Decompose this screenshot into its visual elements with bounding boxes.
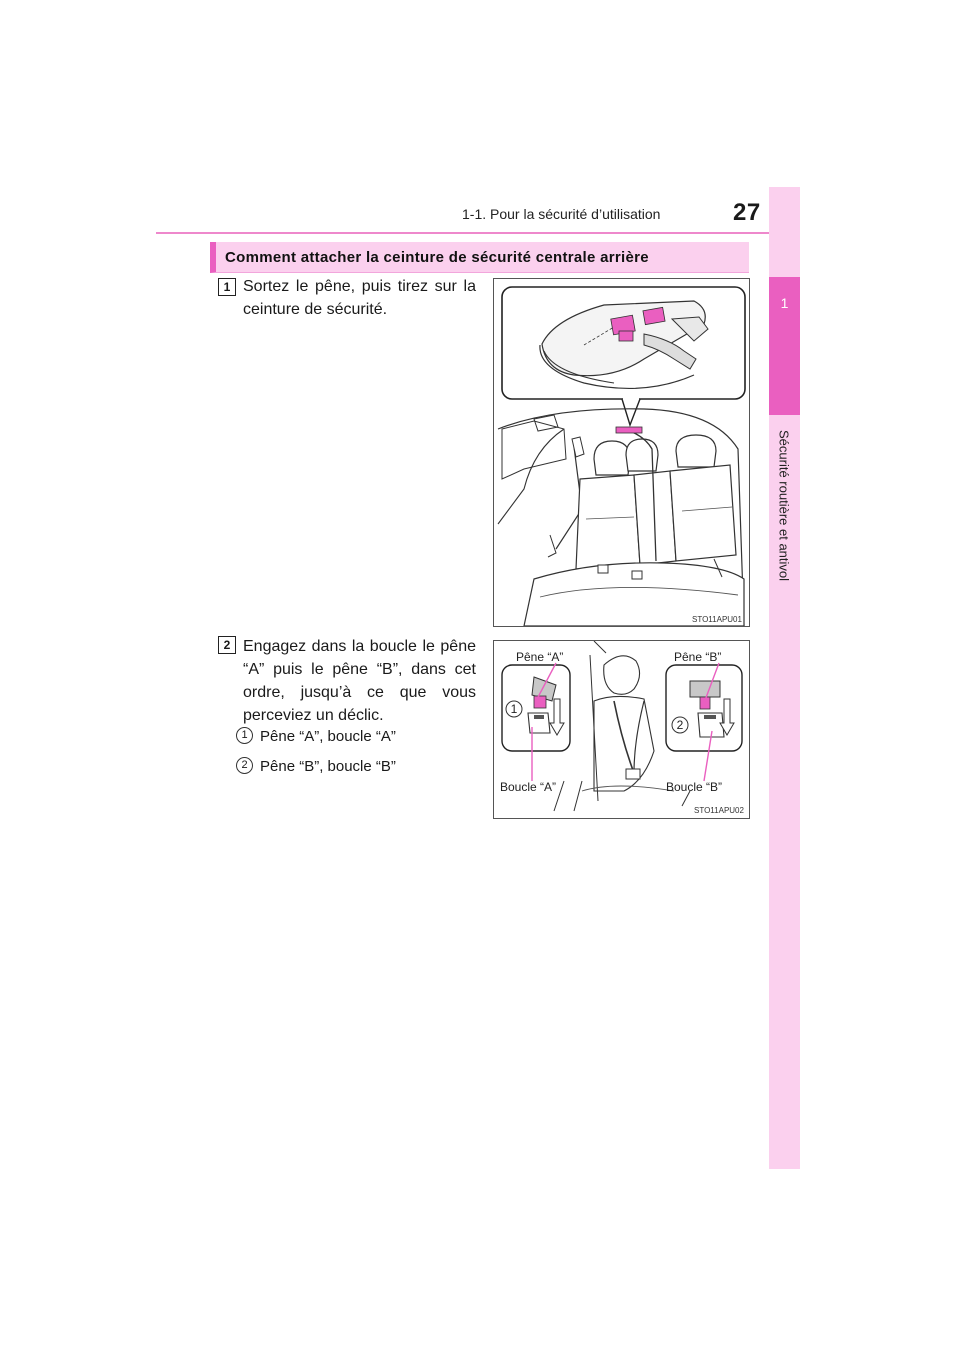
section-title: Comment attacher la ceinture de sécurité centrale arrière <box>225 249 649 266</box>
item-1-marker: 1 <box>236 727 253 744</box>
side-tab-label: Sécurité routière et antivol <box>776 430 792 582</box>
header-title: 1-1. Pour la sécurité d’utilisation <box>462 206 661 222</box>
item-2-marker: 2 <box>236 757 253 774</box>
label-buckle-b: Boucle “B” <box>666 780 723 794</box>
step-1-text: Sortez le pêne, puis tirez sur la ceinture de sécurité. <box>243 278 476 318</box>
buckle-illustration <box>494 641 749 818</box>
figure-marker-1: 1 <box>510 702 518 716</box>
label-buckle-a: Boucle “A” <box>500 780 557 794</box>
step-1-marker: 1 <box>218 278 236 296</box>
figure-marker-2: 2 <box>676 718 684 732</box>
side-tab-chapter-number: 1 <box>780 295 789 311</box>
step-2-text: Engagez dans la boucle le pêne “A” puis le pêne “B”, dans cet ordre, jusqu’à ce que vous perceviez un déclic. <box>243 638 476 724</box>
figure-buckles <box>493 640 750 819</box>
step-2-marker: 2 <box>218 636 236 654</box>
figure-2-code: STO11APU02 <box>694 806 744 815</box>
header-rule <box>156 232 798 234</box>
item-1-text: Pêne “A”, boucle “A” <box>260 728 396 745</box>
page-number: 27 <box>733 199 761 226</box>
figure-rear-seat <box>493 278 750 627</box>
item-2-text: Pêne “B”, boucle “B” <box>260 758 396 775</box>
rear-seat-illustration <box>494 279 749 626</box>
label-tongue-b: Pêne “B” <box>674 650 722 664</box>
label-tongue-a: Pêne “A” <box>516 650 564 664</box>
figure-1-code: STO11APU01 <box>692 615 742 624</box>
